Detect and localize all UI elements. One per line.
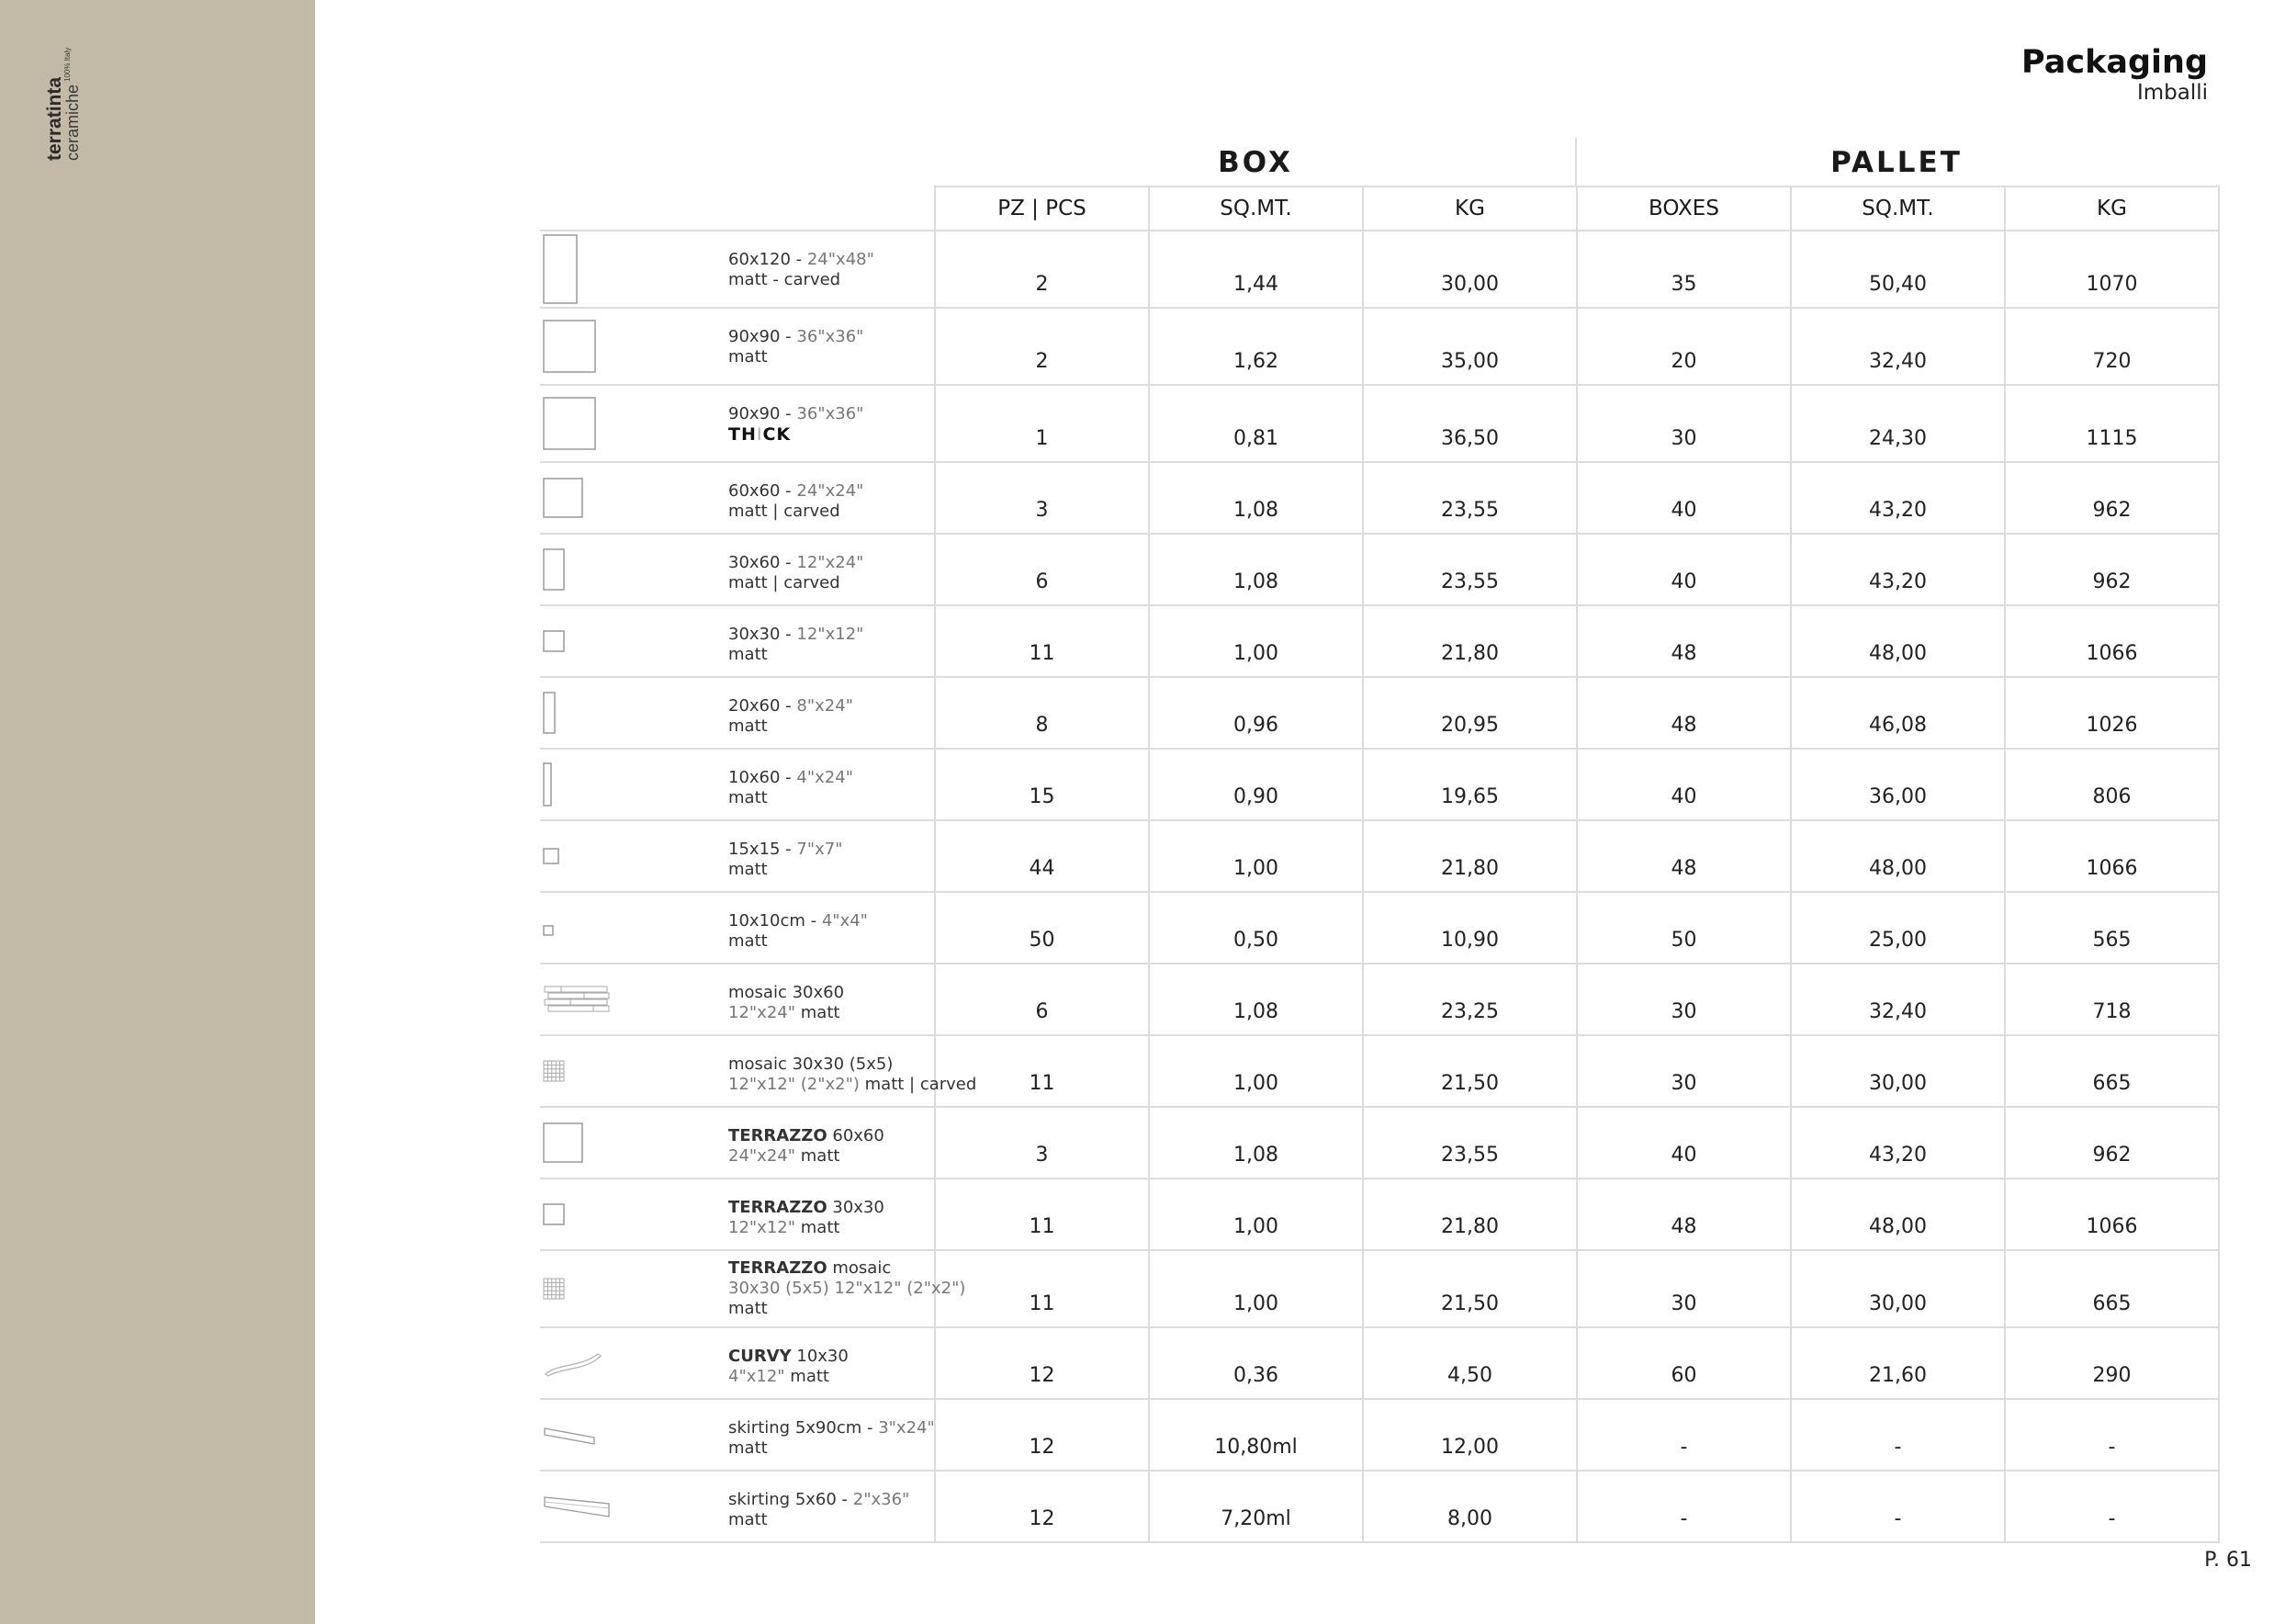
table-row — [540, 534, 2219, 605]
tile-shape-icon — [543, 1278, 567, 1305]
product-name — [728, 1347, 849, 1387]
cell-boxes: 48 — [1577, 677, 1791, 749]
product-name — [728, 481, 863, 522]
cell-pcs: 11 — [935, 1179, 1149, 1250]
product-cell — [540, 1035, 977, 1107]
cell-pallet-kg: 1115 — [2005, 385, 2219, 462]
cell-pcs: 50 — [935, 892, 1149, 964]
product-line-1 — [728, 911, 868, 931]
product-line-1 — [728, 1418, 935, 1438]
product-finish: matt — [800, 1218, 840, 1237]
product-cell — [540, 308, 935, 385]
product-size: 30x30 — [827, 1198, 884, 1217]
product-line-2-lead: 12"x12" (2"x2") — [728, 1075, 865, 1094]
product-line-2 — [728, 347, 863, 367]
cell-box-kg: 35,00 — [1363, 308, 1577, 385]
packaging-table — [540, 186, 2220, 1543]
product-name — [728, 696, 853, 737]
cell-box-kg: 23,55 — [1363, 534, 1577, 605]
product-size: 10x10cm - — [728, 911, 822, 930]
page-title-sub: Imballi — [2136, 81, 2208, 105]
cell-pallet-kg: 1066 — [2005, 605, 2219, 677]
table-row — [540, 1107, 2219, 1179]
product-finish: matt — [728, 645, 768, 664]
col-header-pallet-sqmt: SQ.MT. — [1791, 186, 2005, 231]
product-name — [728, 1054, 976, 1095]
cell-pcs: 12 — [935, 1327, 1149, 1399]
product-name — [728, 840, 843, 880]
group-box-header: BOX — [1218, 146, 1293, 179]
cell-pallet-sqmt: 46,08 — [1791, 677, 2005, 749]
cell-pallet-sqmt: 32,40 — [1791, 308, 2005, 385]
table-row — [540, 231, 2219, 308]
cell-box-sqmt: 0,96 — [1149, 677, 1363, 749]
product-line-1 — [728, 327, 863, 347]
product-cell — [540, 385, 935, 462]
cell-pallet-sqmt: 24,30 — [1791, 385, 2005, 462]
product-size: 60x60 - — [728, 481, 797, 501]
cell-boxes: 30 — [1577, 1250, 1791, 1327]
product-line-2 — [728, 1075, 976, 1095]
cell-pallet-sqmt: 30,00 — [1791, 1035, 2005, 1107]
cell-pallet-kg: 962 — [2005, 534, 2219, 605]
tile-shape-icon — [543, 548, 567, 596]
tile-shape-icon — [543, 762, 554, 812]
product-series: TERRAZZO — [728, 1258, 827, 1278]
tile-shape-icon — [543, 1494, 613, 1524]
cell-pallet-kg: 665 — [2005, 1250, 2219, 1327]
cell-pcs: 2 — [935, 308, 1149, 385]
tile-shape-icon — [543, 630, 567, 658]
col-header-pcs: PZ | PCS — [935, 186, 1149, 231]
cell-box-sqmt: 1,08 — [1149, 534, 1363, 605]
cell-boxes: 48 — [1577, 1179, 1791, 1250]
product-size: 20x60 - — [728, 696, 797, 716]
cell-box-kg: 12,00 — [1363, 1399, 1577, 1471]
product-finish: matt — [790, 1367, 829, 1386]
product-cell — [540, 964, 935, 1035]
cell-box-sqmt: 1,08 — [1149, 1107, 1363, 1179]
cell-pallet-sqmt: 43,20 — [1791, 1107, 2005, 1179]
product-size-imperial: 7"x7" — [796, 840, 843, 859]
cell-pcs: 2 — [935, 231, 1149, 308]
product-size-imperial: 12"x12" — [796, 625, 864, 644]
product-finish: matt | carved — [728, 502, 840, 521]
cell-box-sqmt: 0,90 — [1149, 749, 1363, 820]
product-finish: matt | carved — [864, 1075, 977, 1094]
cell-pallet-kg: 1026 — [2005, 677, 2219, 749]
cell-pallet-sqmt: 43,20 — [1791, 534, 2005, 605]
tile-shape-icon — [543, 848, 561, 870]
product-size-imperial: 12"x24" — [796, 553, 864, 572]
product-size: 30x60 - — [728, 553, 797, 572]
brand-sub: ceramiche — [63, 84, 82, 161]
product-cell — [540, 1471, 935, 1542]
product-line-3: matt — [728, 1299, 768, 1318]
product-line-2 — [728, 1367, 849, 1387]
product-size-imperial: 36"x36" — [796, 404, 864, 423]
product-line-1 — [728, 983, 844, 1003]
product-name — [728, 553, 863, 593]
product-line-1 — [728, 768, 853, 788]
table-row — [540, 964, 2219, 1035]
product-size: 10x30 — [791, 1347, 849, 1366]
product-size: mosaic — [827, 1258, 892, 1278]
product-size-imperial: 24"x48" — [806, 250, 874, 269]
cell-boxes: 30 — [1577, 385, 1791, 462]
cell-boxes: 40 — [1577, 534, 1791, 605]
product-name — [728, 1198, 884, 1238]
product-name — [728, 1258, 965, 1319]
product-series: TERRAZZO — [728, 1126, 827, 1145]
tile-shape-icon — [543, 478, 585, 524]
product-size-imperial: 4"x24" — [796, 768, 853, 787]
product-series: CURVY — [728, 1347, 792, 1366]
cell-pallet-kg: - — [2005, 1471, 2219, 1542]
product-finish: matt — [728, 347, 768, 367]
cell-box-kg: 36,50 — [1363, 385, 1577, 462]
tile-shape-icon — [543, 923, 555, 941]
product-name — [728, 1418, 935, 1459]
cell-boxes: 40 — [1577, 462, 1791, 534]
product-finish: matt - carved — [728, 270, 841, 289]
product-line-1 — [728, 1347, 849, 1367]
product-line-2-lead: 4"x12" — [728, 1367, 791, 1386]
product-size: 90x90 - — [728, 404, 797, 423]
product-line-2 — [728, 502, 863, 522]
tile-shape-icon — [543, 1203, 567, 1231]
cell-box-kg: 30,00 — [1363, 231, 1577, 308]
cell-pcs: 3 — [935, 462, 1149, 534]
product-line-2 — [728, 788, 853, 808]
product-name — [728, 404, 863, 445]
cell-pallet-sqmt: 36,00 — [1791, 749, 2005, 820]
cell-pcs: 11 — [935, 605, 1149, 677]
product-cell — [540, 892, 935, 964]
page-title-main: Packaging — [2021, 44, 2208, 81]
table-row — [540, 308, 2219, 385]
product-line-2 — [728, 1510, 909, 1530]
cell-pallet-sqmt: 48,00 — [1791, 1179, 2005, 1250]
cell-boxes: 40 — [1577, 1107, 1791, 1179]
table-row — [540, 820, 2219, 892]
cell-pcs: 12 — [935, 1399, 1149, 1471]
brand-name: terratinta — [44, 76, 65, 161]
thick-label — [728, 424, 791, 445]
brand-tiny: 100% Italy — [63, 47, 72, 82]
cell-pcs: 15 — [935, 749, 1149, 820]
product-size-imperial: 2"x36" — [852, 1490, 910, 1509]
product-line-2-lead: 12"x12" — [728, 1218, 801, 1237]
product-finish: matt — [728, 788, 768, 807]
cell-pallet-kg: 1066 — [2005, 820, 2219, 892]
product-name — [728, 768, 853, 808]
thick-label-part: I — [756, 424, 763, 445]
table-row — [540, 1179, 2219, 1250]
cell-boxes: 48 — [1577, 820, 1791, 892]
product-line-2 — [728, 1438, 935, 1459]
product-size: 60x120 - — [728, 250, 807, 269]
cell-pcs: 11 — [935, 1250, 1149, 1327]
cell-pcs: 6 — [935, 534, 1149, 605]
cell-boxes: 60 — [1577, 1327, 1791, 1399]
cell-pallet-sqmt: - — [1791, 1399, 2005, 1471]
product-size-imperial: 36"x36" — [796, 327, 864, 346]
tile-shape-icon — [543, 1350, 603, 1382]
cell-boxes: 50 — [1577, 892, 1791, 964]
product-cell — [540, 462, 935, 534]
product-line-1 — [728, 404, 863, 424]
cell-pallet-sqmt: 50,40 — [1791, 231, 2005, 308]
table-row — [540, 1035, 2219, 1107]
table-row — [540, 1471, 2219, 1542]
cell-pallet-kg: 1066 — [2005, 1179, 2219, 1250]
product-size: 15x15 - — [728, 840, 797, 859]
product-finish: matt | carved — [728, 573, 840, 592]
table-row — [540, 677, 2219, 749]
product-size: mosaic 30x30 (5x5) — [728, 1054, 894, 1074]
cell-box-kg: 10,90 — [1363, 892, 1577, 964]
cell-pallet-kg: 290 — [2005, 1327, 2219, 1399]
product-line-1 — [728, 481, 863, 502]
cell-boxes: 35 — [1577, 231, 1791, 308]
product-size-imperial: 3"x24" — [878, 1418, 935, 1438]
product-size: 30x30 - — [728, 625, 797, 644]
product-line-1 — [728, 1126, 884, 1146]
cell-box-kg: 23,55 — [1363, 1107, 1577, 1179]
product-line-2 — [728, 860, 843, 880]
product-line-1 — [728, 1054, 976, 1075]
cell-pcs: 1 — [935, 385, 1149, 462]
cell-boxes: - — [1577, 1399, 1791, 1471]
product-line-2 — [728, 1146, 884, 1167]
product-size: skirting 5x60 - — [728, 1490, 853, 1509]
cell-box-kg: 19,65 — [1363, 749, 1577, 820]
cell-box-kg: 23,55 — [1363, 462, 1577, 534]
cell-box-sqmt: 0,50 — [1149, 892, 1363, 964]
cell-pallet-kg: 718 — [2005, 964, 2219, 1035]
product-cell — [540, 1250, 966, 1327]
table-row — [540, 1327, 2219, 1399]
product-cell — [540, 1107, 935, 1179]
product-line-2 — [728, 645, 863, 665]
cell-pallet-sqmt: 32,40 — [1791, 964, 2005, 1035]
cell-box-kg: 21,50 — [1363, 1250, 1577, 1327]
tile-shape-icon — [543, 397, 598, 456]
product-name — [728, 327, 863, 367]
col-header-box-sqmt: SQ.MT. — [1149, 186, 1363, 231]
product-line-1 — [728, 625, 863, 645]
page-number: P. 61 — [2204, 1549, 2252, 1572]
product-size-imperial: 8"x24" — [796, 696, 853, 716]
product-line-2 — [728, 931, 868, 952]
table-row — [540, 605, 2219, 677]
tile-shape-icon — [543, 1060, 567, 1088]
cell-box-kg: 20,95 — [1363, 677, 1577, 749]
cell-pallet-kg: - — [2005, 1399, 2219, 1471]
cell-box-kg: 21,80 — [1363, 820, 1577, 892]
cell-box-sqmt: 10,80ml — [1149, 1399, 1363, 1471]
table-row — [540, 749, 2219, 820]
product-line-2 — [728, 1003, 844, 1023]
col-header-pallet-kg: KG — [2005, 186, 2219, 231]
product-finish: matt — [800, 1003, 840, 1022]
cell-pallet-kg: 665 — [2005, 1035, 2219, 1107]
product-finish: 12"x12" (2"x2") — [834, 1279, 966, 1298]
cell-boxes: 30 — [1577, 1035, 1791, 1107]
cell-box-sqmt: 1,00 — [1149, 605, 1363, 677]
table-header-blank — [540, 186, 935, 231]
product-name — [728, 911, 868, 952]
product-line-2 — [728, 424, 863, 445]
product-line-1 — [728, 1198, 884, 1218]
cell-box-sqmt: 0,81 — [1149, 385, 1363, 462]
product-name — [728, 1126, 884, 1167]
table-row — [540, 1250, 2219, 1327]
cell-pallet-sqmt: 21,60 — [1791, 1327, 2005, 1399]
cell-pallet-kg: 962 — [2005, 1107, 2219, 1179]
product-line-2-lead: 24"x24" — [728, 1146, 801, 1166]
cell-pallet-sqmt: 43,20 — [1791, 462, 2005, 534]
product-line-1 — [728, 553, 863, 573]
table-row — [540, 892, 2219, 964]
product-series: TERRAZZO — [728, 1198, 827, 1217]
cell-pallet-kg: 806 — [2005, 749, 2219, 820]
cell-box-sqmt: 1,00 — [1149, 820, 1363, 892]
table-row — [540, 462, 2219, 534]
cell-box-sqmt: 0,36 — [1149, 1327, 1363, 1399]
table-row — [540, 1399, 2219, 1471]
product-size: 90x90 - — [728, 327, 797, 346]
product-line-1 — [728, 250, 874, 270]
tile-shape-icon — [543, 692, 557, 739]
product-size: mosaic 30x60 — [728, 983, 845, 1002]
cell-pallet-sqmt: 48,00 — [1791, 820, 2005, 892]
thick-label-part: TH — [728, 424, 757, 445]
product-line-1 — [728, 840, 843, 860]
cell-box-sqmt: 1,62 — [1149, 308, 1363, 385]
cell-pcs: 12 — [935, 1471, 1149, 1542]
cell-pallet-sqmt: - — [1791, 1471, 2005, 1542]
product-finish: matt — [728, 1510, 768, 1529]
cell-box-sqmt: 1,00 — [1149, 1250, 1363, 1327]
brand-logo — [46, 41, 83, 161]
cell-boxes: 20 — [1577, 308, 1791, 385]
product-name — [728, 625, 863, 665]
table-row — [540, 385, 2219, 462]
cell-box-sqmt: 1,08 — [1149, 964, 1363, 1035]
group-pallet-header: PALLET — [1830, 146, 1963, 179]
product-finish: matt — [800, 1146, 840, 1166]
cell-boxes: 30 — [1577, 964, 1791, 1035]
product-cell — [540, 231, 935, 308]
cell-boxes: - — [1577, 1471, 1791, 1542]
col-header-box-kg: KG — [1363, 186, 1577, 231]
product-cell — [540, 677, 935, 749]
page-title — [2021, 44, 2208, 105]
cell-pallet-sqmt: 48,00 — [1791, 605, 2005, 677]
product-size-imperial: 4"x4" — [821, 911, 868, 930]
product-line-1 — [728, 1258, 965, 1279]
product-cell — [540, 1399, 935, 1471]
cell-pcs: 8 — [935, 677, 1149, 749]
product-line-2 — [728, 573, 863, 593]
thick-label-part: CK — [762, 424, 792, 445]
cell-box-sqmt: 1,00 — [1149, 1035, 1363, 1107]
cell-pallet-kg: 1070 — [2005, 231, 2219, 308]
cell-box-sqmt: 7,20ml — [1149, 1471, 1363, 1542]
col-header-boxes: BOXES — [1577, 186, 1791, 231]
cell-box-kg: 4,50 — [1363, 1327, 1577, 1399]
table-body — [540, 231, 2219, 1542]
tile-shape-icon — [543, 234, 580, 310]
cell-pallet-kg: 565 — [2005, 892, 2219, 964]
product-cell — [540, 820, 935, 892]
product-line-2 — [728, 716, 853, 737]
cell-box-sqmt: 1,44 — [1149, 231, 1363, 308]
cell-box-kg: 23,25 — [1363, 964, 1577, 1035]
product-line-2-lead: 30x30 (5x5) — [728, 1279, 835, 1298]
cell-pallet-kg: 962 — [2005, 462, 2219, 534]
cell-boxes: 40 — [1577, 749, 1791, 820]
product-cell — [540, 1179, 935, 1250]
cell-box-kg: 8,00 — [1363, 1471, 1577, 1542]
product-line-2-lead: 12"x24" — [728, 1003, 801, 1022]
cell-pallet-sqmt: 25,00 — [1791, 892, 2005, 964]
product-line-1 — [728, 1490, 909, 1510]
cell-pcs: 6 — [935, 964, 1149, 1035]
product-finish: matt — [728, 860, 768, 879]
product-finish: matt — [728, 931, 768, 951]
product-finish: matt — [728, 716, 768, 736]
product-cell — [540, 605, 935, 677]
product-size: 60x60 — [827, 1126, 884, 1145]
sidebar — [0, 0, 315, 1624]
product-cell — [540, 749, 935, 820]
product-line-2 — [728, 270, 874, 290]
product-cell — [540, 534, 935, 605]
cell-box-sqmt: 1,00 — [1149, 1179, 1363, 1250]
cell-pallet-sqmt: 30,00 — [1791, 1250, 2005, 1327]
product-finish: matt — [728, 1438, 768, 1458]
product-name — [728, 983, 844, 1023]
tile-shape-icon — [543, 1425, 598, 1450]
product-size: skirting 5x90cm - — [728, 1418, 879, 1438]
cell-box-kg: 21,50 — [1363, 1035, 1577, 1107]
cell-pcs: 44 — [935, 820, 1149, 892]
tile-shape-icon — [543, 985, 611, 1020]
tile-shape-icon — [543, 320, 598, 378]
tile-shape-icon — [543, 1122, 585, 1168]
cell-pcs: 3 — [935, 1107, 1149, 1179]
cell-boxes: 48 — [1577, 605, 1791, 677]
cell-box-kg: 21,80 — [1363, 605, 1577, 677]
product-size: 10x60 - — [728, 768, 797, 787]
product-size-imperial: 24"x24" — [796, 481, 864, 501]
cell-box-sqmt: 1,08 — [1149, 462, 1363, 534]
cell-box-kg: 21,80 — [1363, 1179, 1577, 1250]
product-line-1 — [728, 696, 853, 716]
product-name — [728, 250, 874, 290]
cell-pallet-kg: 720 — [2005, 308, 2219, 385]
product-name — [728, 1490, 909, 1530]
product-cell — [540, 1327, 935, 1399]
cell-pcs: 11 — [935, 1035, 1149, 1107]
product-line-2 — [728, 1279, 965, 1299]
product-line-2 — [728, 1218, 884, 1238]
